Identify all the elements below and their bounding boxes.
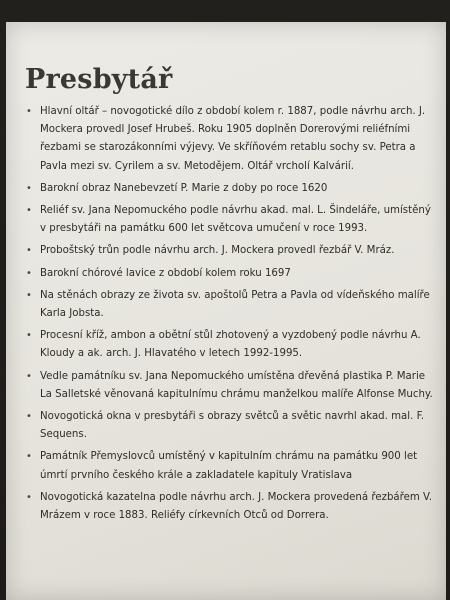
bullet-icon: •	[26, 491, 32, 503]
list-item	[26, 265, 435, 283]
list-item	[26, 202, 435, 238]
list-item	[26, 368, 435, 404]
list-item-text: Památník Přemyslovců umístěný v kapitulním chrámu na památku 900 let úmrtí prvního českého krále a zakladatele kapituly Vratislava	[40, 451, 418, 481]
bullet-icon: •	[26, 370, 32, 382]
bullet-icon: •	[26, 289, 32, 301]
bullet-icon: •	[26, 182, 32, 194]
list-item	[26, 327, 435, 363]
bullet-icon: •	[26, 106, 32, 117]
bullet-icon: •	[26, 411, 32, 423]
list-item-text: Novogotická okna v presbytáři s obrazy světců a světic navrhl akad. mal. F. Sequens.	[40, 411, 425, 441]
list-item-text: Novogotická kazatelna podle návrhu arch. J. Mockera provedená řezbářem V. Mrázem v roce 1883. Reliéfy církevních Otců od Dorrera.	[40, 491, 432, 522]
bullet-icon: •	[26, 267, 32, 279]
list-item	[26, 242, 435, 260]
list-item-text: Reliéf sv. Jana Nepomuckého podle návrhu akad. mal. L. Šindeláře, umístěný v presbytáři na památku 600 let světcova umučení v roce 1993.	[40, 205, 431, 235]
list-item	[26, 180, 435, 198]
bullet-icon: •	[26, 245, 32, 257]
bullet-icon: •	[26, 330, 32, 342]
list-item-text: Hlavní oltář – novogotické dílo z období kolem r. 1887, podle návrhu arch. J. Mockera provedl Josef Hrubeš. Roku 1905 doplněn Dorerovými reliéfními řezbami se starozákonními výjevy. Ve skříňovém retablu sochy sv. Petra a Pavla mezi sv. Cyrilem a sv. Metodějem. Oltář vrcholí Kalvárií.	[40, 106, 426, 172]
bullet-icon: •	[26, 451, 32, 463]
list-item	[26, 448, 435, 484]
list-item-text: Proboštský trůn podle návrhu arch. J. Mockera provedl řezbář V. Mráz.	[40, 245, 395, 257]
list-item-text: Barokní chórové lavice z období kolem roku 1697	[40, 267, 291, 279]
list-item	[26, 408, 435, 444]
list-item-text: Procesní kříž, ambon a obětní stůl zhotovený a vyzdobený podle návrhu A. Kloudy a ak. arch. J. Hlavatého v letech 1992-1995.	[40, 330, 421, 360]
list-item	[26, 287, 435, 323]
list-item	[26, 103, 435, 176]
item-list	[26, 103, 435, 529]
bullet-icon: •	[26, 205, 32, 217]
list-item-text: Barokní obraz Nanebevzetí P. Marie z doby po roce 1620	[40, 182, 328, 194]
list-item	[26, 489, 435, 525]
list-item-text: Vedle památníku sv. Jana Nepomuckého umístěna dřevěná plastika P. Marie La Salletské věnovaná kapitulnímu chrámu manželkou malíře Alfonse Muchy.	[40, 370, 433, 400]
page-title: Presbytář	[25, 64, 173, 95]
list-item-text: Na stěnách obrazy ze života sv. apoštolů Petra a Pavla od vídeňského malíře Karla Jobsta.	[40, 289, 430, 320]
